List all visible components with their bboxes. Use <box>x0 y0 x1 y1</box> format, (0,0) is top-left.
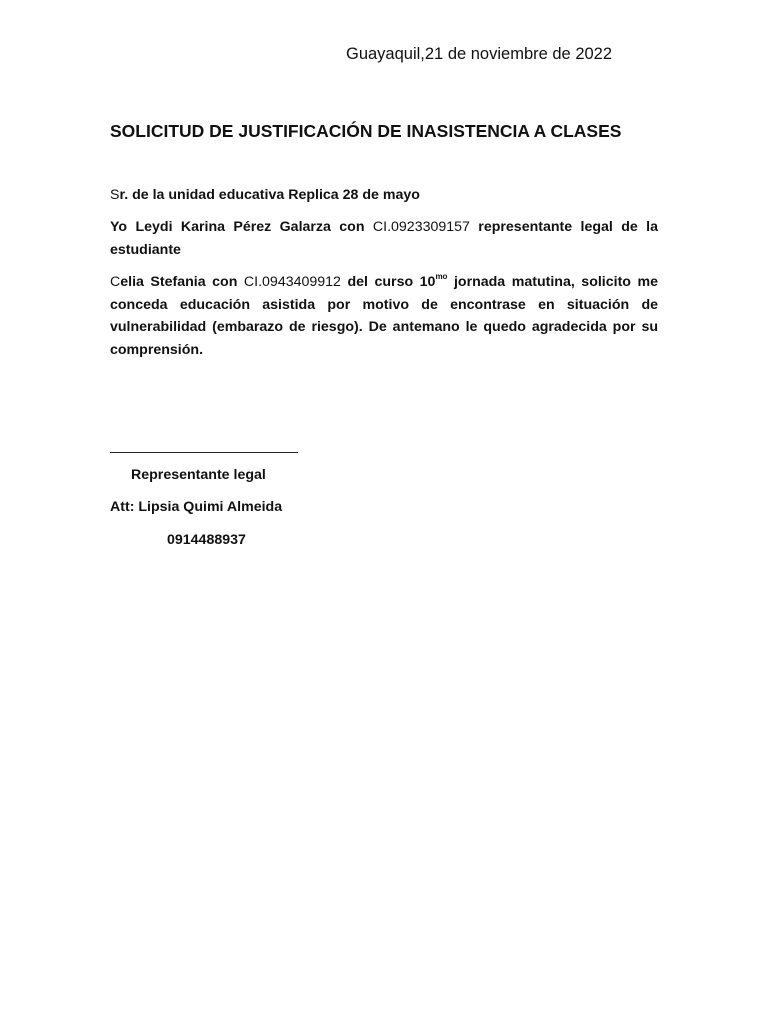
addressee-line <box>110 184 658 207</box>
request-paragraph <box>110 271 658 361</box>
student-ci-prefix: CI. <box>243 274 263 290</box>
course-ordinal: mo <box>435 272 448 281</box>
representative-ci-number: 0923309157 <box>391 219 470 235</box>
student-ci-number: 0943409912 <box>262 274 341 290</box>
signature-line <box>110 452 298 453</box>
request-text-3: jornada matutina, solicito me conceda educación asistida por motivo de encontrase en situación de vulnerabilidad (embarazo de riesgo). De antemano le quedo agradecida por su comprensión. <box>110 274 658 358</box>
representative-text-1: Yo Leydi Karina Pérez Galarza con <box>110 219 373 235</box>
addressee-text: r. de la unidad educativa Replica 28 de mayo <box>119 187 420 203</box>
document-title: SOLICITUD DE JUSTIFICACIÓN DE INASISTENCIA A CLASES <box>110 121 622 141</box>
representative-ci-prefix: CI. <box>372 219 392 235</box>
signature-attention: Att: Lipsia Quimi Almeida <box>110 499 283 515</box>
date-line: Guayaquil,21 de noviembre de 2022 <box>346 45 613 63</box>
request-text-2: del curso 10 <box>340 274 436 290</box>
representative-text-2: representante legal de la estudiante <box>110 219 658 258</box>
request-text-1: elia Stefania con <box>120 274 244 290</box>
signature-phone: 0914488937 <box>167 532 246 548</box>
representative-paragraph <box>110 216 658 261</box>
addressee-lead: S <box>110 187 120 203</box>
request-lead: C <box>110 274 121 290</box>
signature-role: Representante legal <box>131 467 266 483</box>
